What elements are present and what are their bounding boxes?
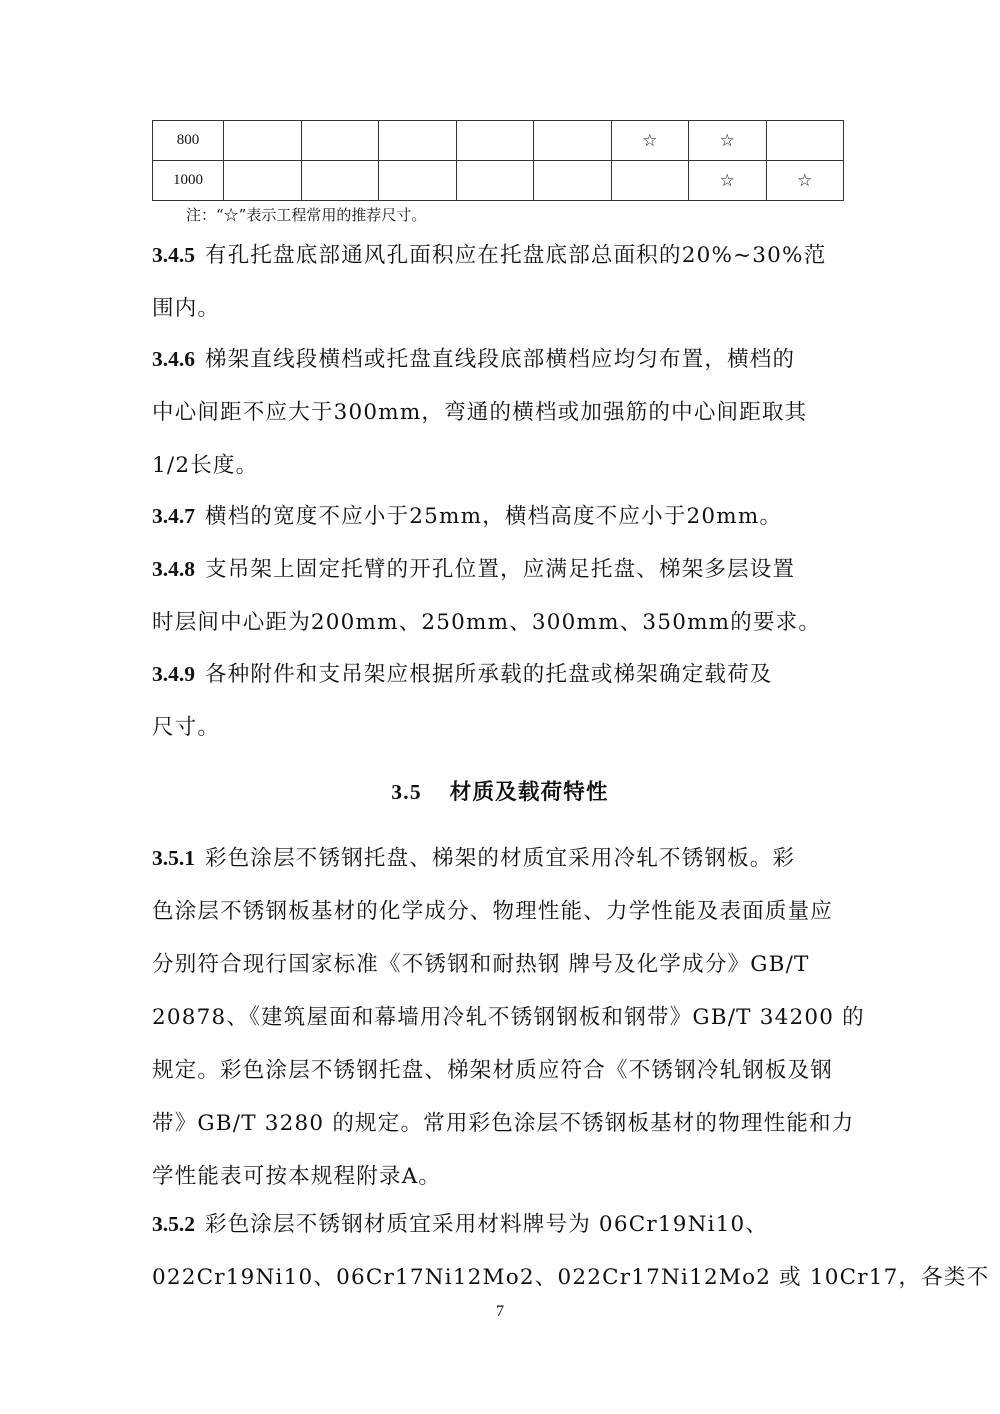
clause-text: 彩色涂层不锈钢材质宜采用材料牌号为 06Cr19Ni10、 [205, 1212, 769, 1237]
table-cell [611, 161, 689, 201]
clause-text: 1/2长度。 [152, 453, 259, 478]
clause-text: 彩色涂层不锈钢托盘、梯架的材质宜采用冷轧不锈钢板。彩 [205, 846, 796, 871]
table-cell [379, 161, 457, 201]
section-title: 材质及载荷特性 [449, 780, 609, 805]
clause-number: 3.4.9 [152, 662, 195, 686]
clause-text: 色涂层不锈钢板基材的化学成分、物理性能、力学性能及表面质量应 [152, 899, 834, 924]
clause-text: 支吊架上固定托臂的开孔位置，应满足托盘、梯架多层设置 [205, 557, 796, 582]
clause-number: 3.5.1 [152, 846, 195, 870]
clause-3-5-1 [152, 832, 865, 1203]
clause-text: 尺寸。 [152, 715, 221, 740]
clause-text: 分别符合现行国家标准《不锈钢和耐热钢 牌号及化学成分》GB/T [152, 952, 810, 977]
clause-3-4-9 [152, 648, 852, 754]
clause-text: 规定。彩色涂层不锈钢托盘、梯架材质应符合《不锈钢冷轧钢板及钢 [152, 1058, 834, 1083]
table-cell [224, 121, 302, 161]
table-cell [301, 121, 379, 161]
table-note: 注：“☆”表示工程常用的推荐尺寸。 [186, 206, 427, 224]
table-cell [224, 161, 302, 201]
clause-text: 20878、《建筑屋面和幕墙用冷轧不锈钢钢板和钢带》GB/T 34200 的 [152, 1005, 865, 1030]
clause-text: 围内。 [152, 296, 221, 321]
clause-text: 中心间距不应大于300mm，弯通的横档或加强筋的中心间距取其 [152, 400, 808, 425]
section-number: 3.5 [391, 780, 422, 804]
clause-number: 3.4.7 [152, 504, 195, 528]
size-table [152, 120, 844, 201]
clause-3-4-6 [152, 333, 852, 492]
clause-3-5-2 [152, 1198, 990, 1304]
clause-text: 梯架直线段横档或托盘直线段底部横档应均匀布置，横档的 [205, 347, 796, 372]
table-cell-star: ☆ [689, 161, 767, 201]
page-number: 7 [496, 1303, 504, 1320]
clause-text: 022Cr19Ni10、06Cr17Ni12Mo2、022Cr17Ni12Mo2 或 10Cr17，各类不 [152, 1265, 990, 1290]
table-cell-star: ☆ [689, 121, 767, 161]
clause-text: 横档的宽度不应小于25mm，横档高度不应小于20mm。 [205, 504, 783, 529]
table-cell [379, 121, 457, 161]
table-cell [534, 121, 612, 161]
clause-3-4-8 [152, 543, 852, 649]
clause-text: 有孔托盘底部通风孔面积应在托盘底部总面积的20%~30%范 [205, 243, 827, 268]
table-cell-size: 1000 [153, 161, 224, 201]
table-row [153, 121, 844, 161]
table-cell [456, 121, 534, 161]
clause-number: 3.4.6 [152, 347, 195, 371]
clause-text: 学性能表可按本规程附录A。 [152, 1164, 442, 1189]
clause-3-4-5 [152, 229, 852, 335]
clause-text: 各种附件和支吊架应根据所承载的托盘或梯架确定载荷及 [205, 662, 773, 687]
table-cell-size: 800 [153, 121, 224, 161]
clause-number: 3.4.5 [152, 243, 195, 267]
clause-text: 带》GB/T 3280 的规定。常用彩色涂层不锈钢板基材的物理性能和力 [152, 1111, 855, 1136]
clause-number: 3.4.8 [152, 557, 195, 581]
table-cell [456, 161, 534, 201]
table-cell-star: ☆ [766, 161, 844, 201]
clause-number: 3.5.2 [152, 1212, 195, 1236]
clause-3-4-7 [152, 490, 852, 543]
table-cell [301, 161, 379, 201]
table-row [153, 161, 844, 201]
clause-text: 时层间中心距为200mm、250mm、300mm、350mm的要求。 [152, 610, 822, 635]
table-cell [534, 161, 612, 201]
table-cell [766, 121, 844, 161]
table-cell-star: ☆ [611, 121, 689, 161]
section-heading [0, 774, 1000, 811]
